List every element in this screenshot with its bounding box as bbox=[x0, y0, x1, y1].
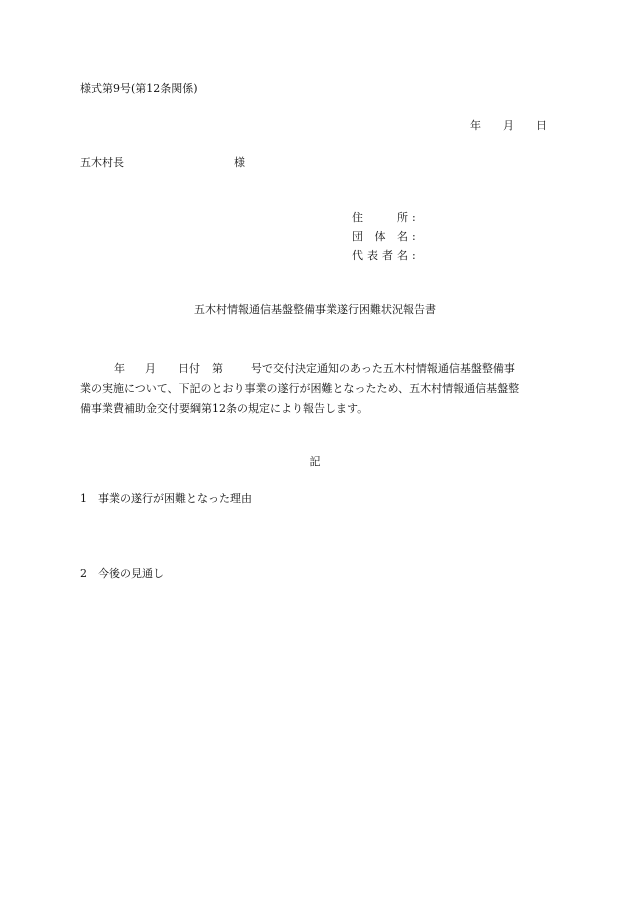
organization-label: 団体名 bbox=[352, 230, 408, 243]
ki-heading: 記 bbox=[309, 455, 321, 468]
date-line bbox=[470, 119, 547, 132]
applicant-address-row bbox=[352, 211, 416, 230]
body-month: 月 bbox=[145, 362, 156, 375]
address-colon: : bbox=[412, 211, 416, 224]
list-item bbox=[80, 567, 164, 580]
addressee-honorific: 様 bbox=[234, 156, 245, 169]
body-number-prefix: 第 bbox=[212, 362, 223, 375]
body-day-issued: 日付 bbox=[178, 362, 200, 375]
report-body bbox=[80, 359, 550, 419]
applicant-organization-row bbox=[352, 230, 416, 249]
item-number: 1 bbox=[80, 492, 87, 505]
date-year: 年 bbox=[470, 119, 481, 132]
representative-colon: : bbox=[412, 249, 416, 262]
applicant-block bbox=[352, 211, 416, 268]
form-number: 様式第9号(第12条関係) bbox=[80, 82, 198, 95]
date-month: 月 bbox=[503, 119, 514, 132]
body-line2: 業の実施について、下記のとおり事業の遂行が困難となったため、五木村情報通信基盤整 bbox=[80, 382, 520, 395]
list-item bbox=[80, 492, 252, 505]
date-day: 日 bbox=[536, 119, 547, 132]
body-line1: 号で交付決定通知のあった五木村情報通信基盤整備事 bbox=[251, 362, 515, 375]
applicant-representative-row bbox=[352, 249, 416, 268]
body-year: 年 bbox=[114, 362, 125, 375]
item-text: 今後の見通し bbox=[98, 567, 164, 580]
representative-label: 代表者名 bbox=[352, 249, 408, 262]
address-label: 住 所 bbox=[352, 211, 408, 224]
item-text: 事業の遂行が困難となった理由 bbox=[98, 492, 252, 505]
body-line3: 備事業費補助金交付要綱第12条の規定により報告します。 bbox=[80, 402, 369, 415]
document-title: 五木村情報通信基盤整備事業遂行困難状況報告書 bbox=[194, 303, 436, 316]
addressee bbox=[80, 156, 245, 169]
item-number: 2 bbox=[80, 567, 87, 580]
addressee-name: 五木村長 bbox=[80, 156, 124, 169]
organization-colon: : bbox=[412, 230, 416, 243]
